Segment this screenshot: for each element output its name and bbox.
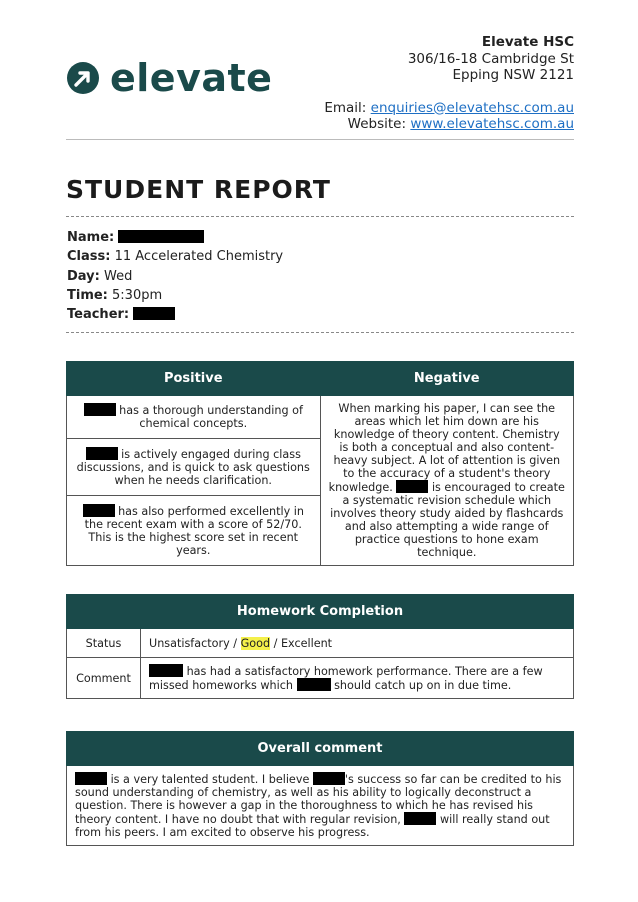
redacted-student [86, 447, 118, 460]
selected-status: Good [240, 636, 271, 650]
status-value: Unsatisfactory / Good / Excellent [141, 629, 574, 658]
brand-logo [66, 58, 272, 98]
homework-table [66, 594, 574, 699]
time-row [67, 286, 283, 305]
org-name: Elevate HSC [481, 34, 574, 50]
day-label: Day: [67, 268, 100, 284]
page-title: STUDENT REPORT [66, 175, 331, 204]
redacted-student [313, 772, 345, 785]
redacted-student [84, 403, 116, 416]
redacted-student [149, 664, 183, 677]
email-line [324, 100, 574, 117]
redacted-student [75, 772, 107, 785]
redacted-name [118, 230, 204, 243]
negative-cell: When marking his paper, I can see the areas which let him down are his knowledge of theory content. Chemistry is both a conceptual and also content-heavy subject. A lot of attention is given to the accuracy of a student's theory knowledge. is encouraged to create a systematic revision schedule which involves theory study aided by flashcards and also attempting a wide range of practice questions to hone exam technique. [320, 396, 574, 566]
spacer [324, 84, 574, 100]
day-row [67, 267, 283, 286]
address-line-2: Epping NSW 2121 [452, 67, 574, 83]
overall-comment: is a very talented student. I believe 's success so far can be credited to his sound understanding of chemistry, as well as his ability to logically deconstruct a question. There is however a gap in the thoroughness to which he has revised his theory content. I have no doubt that with regular revision, will really stand out from his peers. I am excited to observe his progress. [67, 766, 574, 846]
negative-header: Negative [320, 362, 574, 396]
name-row [67, 228, 283, 247]
teacher-label: Teacher: [67, 307, 130, 323]
dashed-divider-top [66, 216, 574, 217]
comment-label: Comment [67, 658, 141, 699]
overall-header: Overall comment [67, 732, 574, 766]
day-value: Wed [103, 268, 133, 284]
website-line [324, 116, 574, 133]
brand-wordmark: elevate [110, 56, 273, 100]
overall-table [66, 731, 574, 846]
status-label: Status [67, 629, 141, 658]
redacted-student [83, 504, 115, 517]
positive-item: is actively engaged during class discussions, and is quick to ask questions when he needs clarification. [67, 438, 321, 495]
website-label: Website: [347, 116, 407, 132]
homework-header: Homework Completion [67, 595, 574, 629]
header-divider [66, 139, 574, 140]
time-label: Time: [67, 287, 108, 303]
comment-value: has had a satisfactory homework performance. There are a few missed homeworks which should catch up on in due time. [141, 658, 574, 699]
redacted-student [297, 678, 331, 691]
feedback-table [66, 361, 574, 566]
website-link[interactable]: www.elevatehsc.com.au [410, 116, 574, 132]
redacted-student [404, 812, 436, 825]
class-value: 11 Accelerated Chemistry [114, 249, 284, 265]
student-info [67, 228, 283, 324]
class-row [67, 247, 283, 266]
dashed-divider-bottom [66, 332, 574, 333]
positive-item: has a thorough understanding of chemical concepts. [67, 396, 321, 439]
positive-item: has also performed excellently in the recent exam with a score of 52/70. This is the highest score set in recent years. [67, 495, 321, 566]
arrow-up-right-logo-icon [66, 61, 100, 95]
email-label: Email: [324, 99, 367, 116]
contact-block [324, 34, 574, 133]
name-label: Name: [67, 230, 115, 245]
redacted-student [396, 480, 428, 493]
time-value: 5:30pm [112, 287, 163, 303]
address-line-1: 306/16-18 Cambridge St [407, 50, 574, 67]
positive-header: Positive [67, 362, 321, 396]
teacher-row [67, 305, 283, 324]
class-label: Class: [67, 249, 111, 265]
email-link[interactable]: enquiries@elevatehsc.com.au [370, 99, 574, 116]
redacted-teacher [133, 307, 175, 320]
